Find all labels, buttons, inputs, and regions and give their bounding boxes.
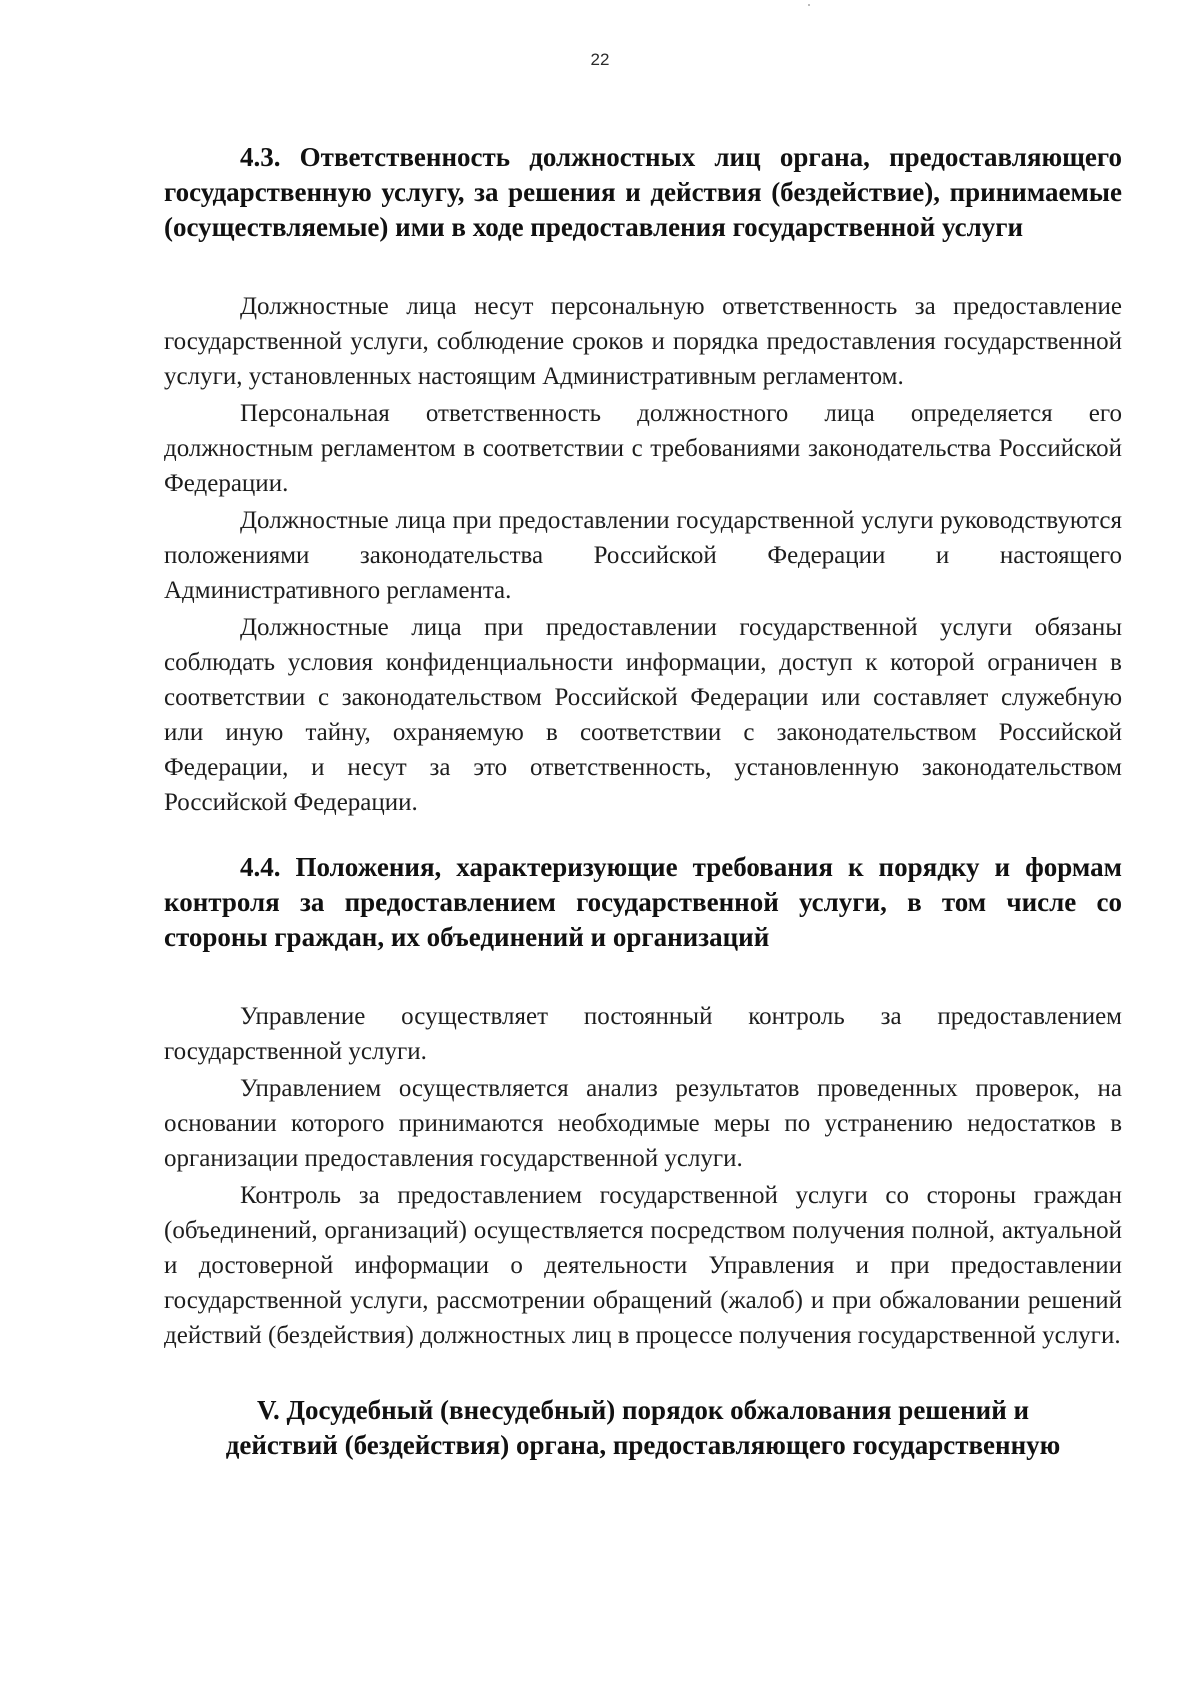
section-4-4-body bbox=[164, 999, 1122, 1353]
paragraph: Управление осуществляет постоянный контроль за предоставлением государственной услуги. bbox=[164, 1003, 1122, 1065]
page-content bbox=[164, 140, 1122, 1463]
paragraph: Должностные лица несут персональную ответственность за предоставление государственной услуги, соблюдение сроков и порядка предоставления государственной услуги, установленных настоящим Административным регламентом. bbox=[164, 293, 1122, 390]
paragraph: Контроль за предоставлением государственной услуги со стороны граждан (объединений, организаций) осуществляется посредством получения полной, актуальной и достоверной информации о деятельности Управления и при предоставлении государственной услуги, рассмотрении обращений (жалоб) и при обжаловании решений действий (бездействия) должностных лиц в процессе получения государственной услуги. bbox=[164, 1182, 1122, 1349]
paragraph: Управлением осуществляется анализ результатов проведенных проверок, на основании которого принимаются необходимые меры по устранению недостатков в организации предоставления государственной услуги. bbox=[164, 1075, 1122, 1172]
paragraph: Персональная ответственность должностного лица определяется его должностным регламентом в соответствии с требованиями законодательства Российской Федерации. bbox=[164, 400, 1122, 497]
page-number: 22 bbox=[590, 50, 610, 69]
section-4-3-heading: 4.3. Ответственность должностных лиц органа, предоставляющего государственную услугу, за решения и действия (бездействие), принимаемые (осуществляемые) ими в ходе предоставления государственной услуги bbox=[164, 142, 1122, 242]
section-5-heading-line-1: V. Досудебный (внесудебный) порядок обжалования решений и bbox=[256, 1395, 1030, 1425]
section-4-4 bbox=[164, 850, 1122, 1353]
scan-speck bbox=[808, 4, 810, 6]
section-4-3-body bbox=[164, 289, 1122, 820]
paragraph: Должностные лица при предоставлении государственной услуги обязаны соблюдать условия конфиденциальности информации, доступ к которой ограничен в соответствии с законодательством Российской Федерации или составляет служебную или иную тайну, охраняемую в соответствии с законодательством Российской Федерации, и несут за это ответственность, установленную законодательством Российской Федерации. bbox=[164, 614, 1122, 816]
section-4-4-heading: 4.4. Положения, характеризующие требования к порядку и формам контроля за предоставлением государственной услуги, в том числе со стороны граждан, их объединений и организаций bbox=[164, 852, 1122, 952]
paragraph: Должностные лица при предоставлении государственной услуги руководствуются положениями законодательства Российской Федерации и настоящего Административного регламента. bbox=[164, 507, 1122, 604]
section-5 bbox=[164, 1393, 1122, 1463]
section-5-heading-line-2: действий (бездействия) органа, предоставляющего государственную bbox=[225, 1430, 1061, 1460]
section-4-3 bbox=[164, 140, 1122, 820]
